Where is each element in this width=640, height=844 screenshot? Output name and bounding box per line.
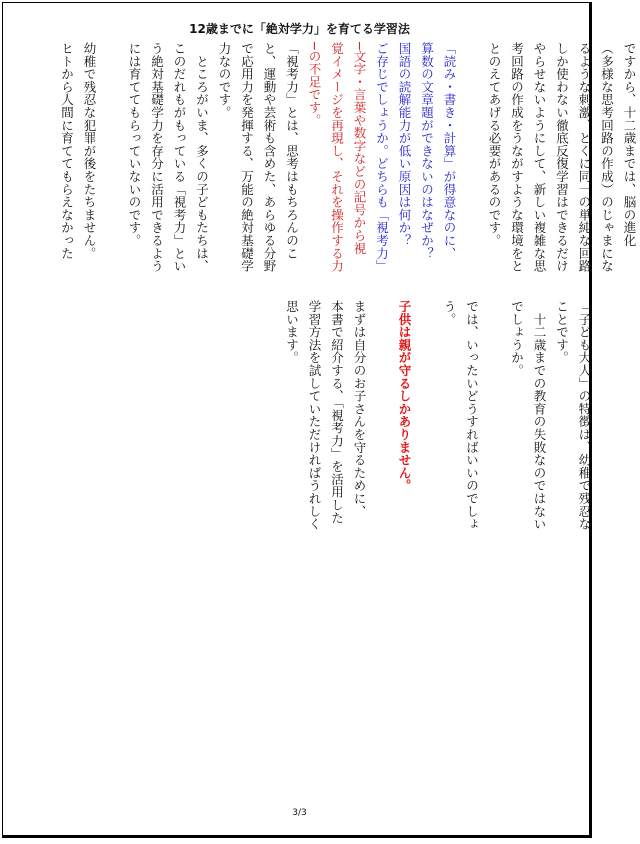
text-line: う。: [442, 300, 457, 326]
text-line: 「視考力」とは、思考はもちろんのこ: [284, 42, 300, 260]
highlight-line-red: ─文字・言葉や数字などの記号から視: [352, 42, 367, 255]
text-line: 十二歳までの教育の失敗なのではない: [532, 300, 547, 531]
text-line: 力なのです。: [217, 42, 232, 119]
text-line: 本書で紹介する、「視考力」を活用した: [329, 300, 345, 525]
blank-line: [487, 300, 502, 313]
text-line: で応用力を発揮する、万能の絶対基礎学: [239, 42, 255, 273]
text-line: まずは自分のお子さんを守るために、: [352, 300, 367, 518]
text-line: では、いったいどうすればいいのでしょ: [464, 300, 480, 531]
text-line: 思います。: [284, 300, 300, 364]
blank-line: [105, 42, 120, 55]
paragraph: [280, 300, 595, 570]
document-title: 12歳までに「絶対学力」を育てる学習法: [189, 22, 410, 36]
text-line: このだれもがもっている「視考力」とい: [172, 42, 187, 273]
text-line: るような刺激、とくに同一の単純な回路: [577, 42, 592, 273]
body-text-lower: [280, 300, 595, 570]
text-line: 幼稚で残忍な犯罪が後をたちません。: [82, 42, 97, 260]
highlight-line-blue: ご存じでしょうか。どちらも「視考力」: [374, 42, 390, 273]
text-line: しか使わない徹底反復学習はできるだけ: [554, 42, 570, 273]
text-line: ことです。: [554, 300, 570, 364]
highlight-line-blue: 算数の文章題ができないのはなぜか？: [419, 42, 435, 260]
text-line: ところがいま、多くの子どもたちは、: [194, 42, 210, 273]
text-line: 「子ども大人」の特徴は、幼稚で残忍な: [577, 300, 592, 531]
text-line: と、運動や芸術も含めた、あらゆる分野: [262, 42, 277, 273]
highlight-line-blue: 国語の読解能力が低い原因は何か？: [397, 42, 412, 247]
text-line: とのえてあげる必要があるのです。: [487, 42, 502, 247]
blank-line: [375, 300, 390, 313]
text-line: （多様な思考回路の作成）のじゃまにな: [599, 42, 615, 273]
section-heading: 子供は親が守るしかありません。: [397, 300, 412, 492]
text-line: ヒトから人間に育ててもらえなかった: [59, 42, 75, 260]
body-text-upper: [55, 42, 640, 312]
highlight-line-red: ─の不足です。: [307, 42, 322, 127]
text-line: 学習方法を試していただければうれしく: [307, 300, 322, 531]
text-line: でしょうか。: [509, 300, 525, 377]
highlight-line-red: 覚イメージを再現し、それを操作する力: [329, 42, 345, 273]
text-line: う絶対基礎学力を存分に活用できるよう: [149, 42, 165, 273]
text-line: やらせないようにして、新しい複雑な思: [532, 42, 547, 273]
text-line: 考回路の作成をうながすような環境をと: [509, 42, 525, 273]
paragraph: [55, 42, 640, 312]
highlight-line-blue: 「読み・書き・計算」が得意なのに、: [442, 42, 457, 260]
page-number: 3/3: [292, 808, 307, 818]
text-line: ですから、十二歳までは、脳の進化: [622, 42, 637, 247]
text-line: には育ててもらっていないのです。: [127, 42, 142, 247]
blank-line: [420, 300, 435, 313]
blank-line: [465, 42, 480, 55]
